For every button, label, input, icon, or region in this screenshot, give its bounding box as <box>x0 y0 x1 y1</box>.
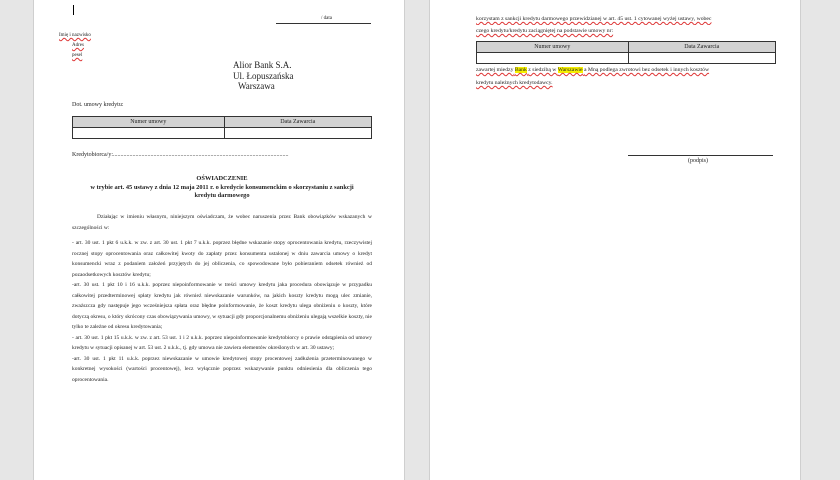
recipient-line-3: Warszawa <box>238 81 275 91</box>
sender-pesel: pesel <box>72 53 83 58</box>
table-header-number: Numer umowy <box>73 117 225 128</box>
p2-line-4: kredytu należnych kredytodawcy. <box>476 80 553 86</box>
p2-line-1: korzystam z sankcji kredytu darmowego przewidzianej w art. 45 ust. 1 cytowanej wyżej ustawy, wobec <box>476 16 712 22</box>
signature-line <box>628 155 773 156</box>
recipient-line-2: Ul. Łopuszańska <box>233 70 294 81</box>
date-label: / data <box>321 16 332 21</box>
text-cursor <box>73 5 74 15</box>
paragraph-item-3: - art. 30 ust. 1 pkt 15 u.k.k. w zw. z art. 53 ust. 1 i 2 u.k.k. poprzez niepoinformowanie kredytobiorcy o prawie odstąpienia od umowy kredytu w sytuacji opisanej w art. 53 ust. 2 u.k.k., tj. gdy umowa nie zawiera elementów określonych w art. 30 ustawy; <box>72 334 372 351</box>
p2-line-3-post: a Mną podlega zwrotowi bez odsetek i innych kosztów <box>583 67 710 73</box>
p2-line-3-pre: zawartej miedzy <box>476 67 514 73</box>
p2-line-3 <box>476 66 709 76</box>
agreement-label: Dot. umowy kredytu: <box>72 102 124 108</box>
p2-table-header-date: Data Zawarcia <box>628 42 775 53</box>
p2-line-2: czego kredytu/kredytu zaciągniętej na podstawie umowy nr: <box>476 28 614 34</box>
borrower-line: Kredytobiorca/y:..................................................................................................................... <box>72 152 289 158</box>
paragraph-item-1: - art. 30 ust. 1 pkt 6 u.k.k. w zw. z art. 30 ust. 1 pkt 7 u.k.k. poprzez błędne wskazanie stopy oprocentowania kredytu, rzeczywistej rocznej stopy oprocentowania oraz całkowitej kwoty do zapłaty przez konsumenta ustalonej w dniu zawarcia umowy o kredyt konsumencki wraz z podaniem założeń przyjętych do jej obliczenia, co spowodowane było pobieraniem odsetek również od pozaodsetkowych kosztów kredytu; <box>72 240 372 278</box>
statement-title-sub: w trybie art. 45 ustawy z dnia 12 maja 2011 r. o kredycie konsumenckim o skorzystaniu z sankcji kredytu darmowego <box>90 183 354 199</box>
sender-name: Imię i nazwisko <box>59 33 91 38</box>
statement-title <box>82 175 362 201</box>
statement-body <box>72 212 372 385</box>
table-cell-date[interactable] <box>224 128 371 139</box>
agreement-table <box>72 116 372 139</box>
recipient-line-1: Alior Bank S.A. <box>233 60 292 70</box>
recipient-block <box>233 60 294 92</box>
paragraph-item-2: -art. 30 ust. 1 pkt 10 i 16 u.k.k. poprzez niepoinformowanie w treści umowy kredytu jaka procedura obowiązuje w przypadku całkowitej przedterminowej spłaty kredytu jak również niewskazanie warunków, na jakich koszty kredytu mogą ulec zmianie, zważszcza gdy następuje jego wcześniejsza spłata oraz błędne poinformowanie, że koszt kredytu ulega obniżeniu o koszty, które dotyczą okresu, o który skrócony czas obowiązywania umowy, w sytuacji gdy proporcjonalnemu obniżeniu ulegają wszelkie koszty, nie tylko te zależne od okresu kredytowania; <box>72 282 372 330</box>
document-page-1[interactable] <box>33 0 405 480</box>
p2-table-cell-number[interactable] <box>477 53 629 64</box>
sender-address: Adres <box>72 43 84 48</box>
p2-table-cell-date[interactable] <box>628 53 775 64</box>
city-highlight: Warszawie <box>557 67 583 73</box>
p2-line-3-mid: z siedzibą w <box>528 67 557 73</box>
date-line <box>276 23 371 24</box>
table-header-date: Data Zawarcia <box>224 117 371 128</box>
paragraph-item-4: -art. 30 ust. 1 pkt 11 u.k.k. poprzez niewskazanie w umowie kredytowej stopy procentowej zadłużenia przeterminowanego w konkretnej wysokości (wartości procentowej), lecz wyłącznie poprzez wskazywanie punktu odniesienia dla obliczenia tego oprocentowania. <box>72 355 372 383</box>
document-page-2[interactable] <box>429 0 801 480</box>
paragraph-intro: Działając w imieniu własnym, niniejszym oświadczam, że wobec naruszenia przez Bank obowiązków wskazanych w szczególności w: <box>72 214 372 231</box>
p2-table-header-number: Numer umowy <box>477 42 629 53</box>
signature-label: (podpis) <box>688 158 708 164</box>
p2-agreement-table <box>476 41 776 64</box>
bank-highlight: Bank <box>514 67 527 73</box>
statement-title-main: OŚWIADCZENIE <box>196 175 248 182</box>
table-cell-number[interactable] <box>73 128 225 139</box>
